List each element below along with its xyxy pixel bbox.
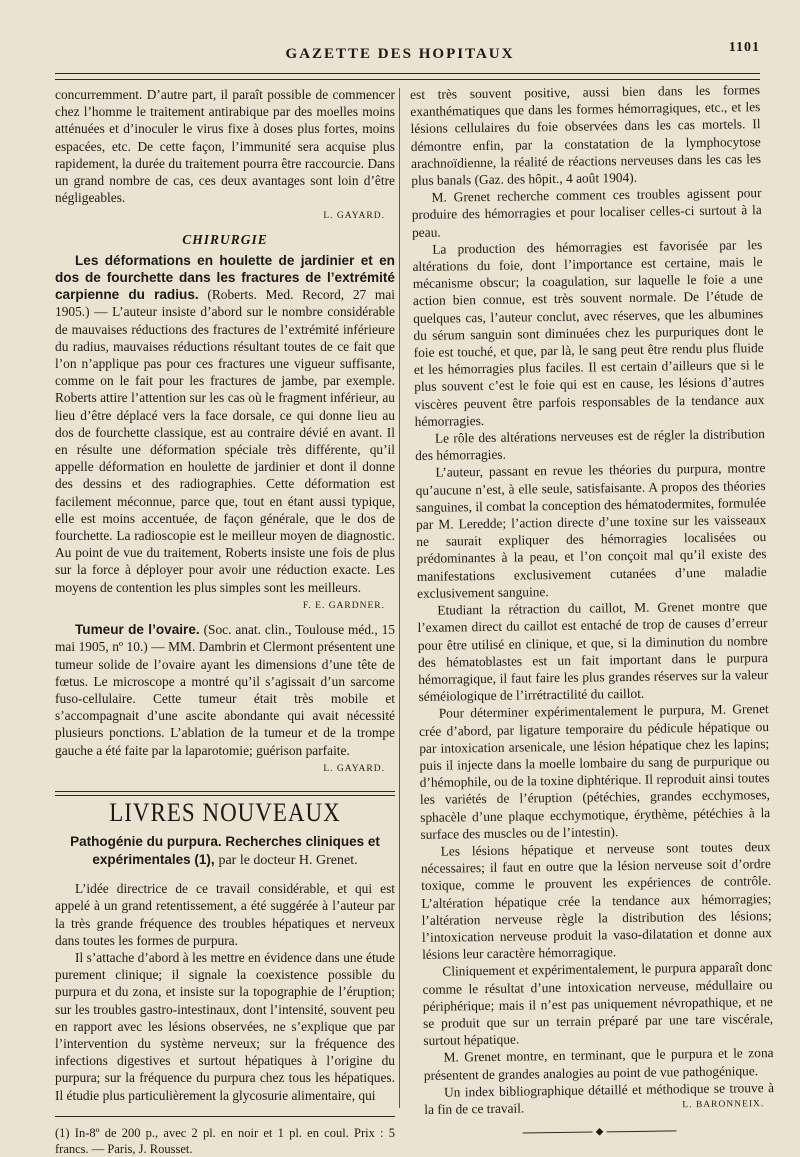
article-body: (Soc. anat. clin., Toulouse méd., 15 mai 1905, nº 10.) — MM. Dambrin et Clermont présentent une tumeur solide de l’ovaire ayant les dimensions d’une tête de fœtus. Le microscope a montré qu’il s’agissait d’un sarcome fuso-cellulaire. Cette tumeur était très mobile et s’accompagnait d’une ascite abondante qui avait nécessité plusieurs ponctions. L’ablation de la tumeur et de la trompe gauche a été faite par la laparotomie; guérison parfaite.: [55, 622, 396, 758]
page-header-title: GAZETTE DES HOPITAUX: [285, 46, 515, 62]
paragraph: est très souvent positive, aussi bien dans les formes exanthématiques que dans les formes hémorragiques, etc., et les lésions cellulaires du foie observées dans les cas mortels. Il démontre enfin, par la constatation de la lymphocytose arachnoïdienne, la réalité de réactions nerveuses dans les cas les plus banals (Gaz. des hôpit., 4 août 1904).: [410, 82, 762, 189]
footnote-rule: [55, 1116, 395, 1117]
header-rule-thin: [55, 79, 760, 80]
right-column: [410, 81, 775, 1142]
column-divider: [399, 88, 400, 1108]
paragraph-text: Un index bibliographique détaillé et méthodique se trouve à la fin de ce travail.: [424, 1079, 775, 1117]
paragraph: concurremment. D’autre part, il paraît possible de commencer chez l’homme le traitement antirabique par des moelles moins atténuées et d’inoculer le virus fixe à doses plus fortes, moins espacées, etc. De cette façon, l’immunité sera acquise plus rapidement, la durée du traitement pourra être raccourcie. Dans un grand nombre de cas, ces deux avantages sont loin d’être négligeables.: [55, 87, 395, 206]
paragraph: La production des hémorragies est favorisée par les altérations du foie, dont l’importance est certaine, mais le mécanisme obscur; la coagulation, sur laquelle le foie a une action bien connue, est très souvent normale. De l’étude de quelques cas, l’auteur conclut, avec réserves, que les albumines du sérum sanguin sont diminuées chez les purpuriques dont le foie est touché, et que, par là, le sang peut être rendu plus fluide et les hémorragies plus faciles. Il est certain d’ailleurs que si le plus souvent c’est le foie qui est en cause, les lésions d’autres viscères peuvent être parfois responsables de la tendance aux hémorragies.: [412, 236, 765, 429]
signature: L. GAYARD.: [323, 763, 385, 774]
paragraph: Il s’attache d’abord à les mettre en évidence dans une étude purement clinique; il signale la coexistence possible du purpura et du zona, et insiste sur la topographie de l’éruption; sur les troubles gastro-intestinaux, dont l’intensité, souvent peu en rapport avec les lésions observées, ne s’explique que par l’intervention du système nerveux; sur la fréquence des infections digestives et surtout hépatiques à l’origine du purpura; sur la fréquence du purpura chez tous les hépatiques. Il étudie plus particulièrement la glycosurie alimentaire, qui: [55, 949, 395, 1103]
section-heading: CHIRURGIE: [182, 231, 268, 247]
article-title: Tumeur de l’ovaire.: [75, 622, 200, 638]
book-byline: par le docteur H. Grenet.: [218, 853, 358, 869]
book-review-title: [55, 833, 395, 870]
paragraph: L’idée directrice de ce travail considérable, et qui est appelé à un grand retentissement, a été suggérée à l’auteur par la très grande fréquence des troubles hépatiques et nerveux dans toutes les formes de purpura.: [55, 881, 395, 948]
paragraph: Le rôle des altérations nerveuses est de régler la distribution des hémorragies.: [415, 426, 765, 464]
page-number: 1101: [728, 40, 760, 55]
final-paragraph: [424, 1079, 774, 1118]
book-title: Pathogénie du purpura. Recherches cliniques et expérimentales (1),: [70, 834, 380, 868]
header-rule: [55, 73, 760, 74]
section-heading-livres: LIVRES NOUVEAUX: [109, 798, 341, 827]
left-column: [55, 86, 395, 1157]
section-double-rule: [55, 791, 395, 796]
article-title: Les déformations en houlette de jardinier et en dos de fourchette dans les fractures de l’extrémité carpienne du radius.: [55, 252, 395, 303]
paragraph: Cliniquement et expérimentalement, le purpura apparaît donc comme le résultat d’une intoxication nerveuse, médullaire ou périphérique; mais il n’est pas uniquement névropathique, et ne se produit que sur un terrain préparé par une tare viscérale, surtout hépatique.: [422, 959, 774, 1049]
footnote: (1) In-8º de 200 p., avec 2 pl. en noir et 1 pl. en coul. Prix : 5 francs. — Paris, J. Rousset.: [55, 1125, 395, 1156]
signature: L. BARONNEIX.: [682, 1099, 765, 1111]
article-body: L’auteur insiste d’abord sur le nombre considérable de mauvaises réductions des fractures de l’extrémité inférieure du radius, mauvaises réductions résultant toutes de ce fait que l’on n’applique pas pour ces fractures une vigueur suffisante, comme on le fait pour les fractures de jambe, par exemple. Roberts attire l’attention sur les cas où le fragment inférieur, au lieu d’être déplacé vers la face dorsale, ce qui donne lieu au dos de fourchette classique, est au contraire dévié en avant. Il en résulte une déformation spéciale très différente, qu’il appelle déformation en houlette de jardinier et dont il donne des dessins et des radiographies. Cette déformation est facilement méconnue, parce que, tout en étant aussi typique, elle est moins accentuée, de façon générale, que le dos de fourchette. La radioscopie est le meilleur moyen de diagnostic. Au point de vue du traitement, Roberts insiste une fois de plus sur la force à déployer pour avoir une réduction exacte. Les moyens de contention les plus simples sont les meilleurs.: [55, 304, 396, 595]
article-roberts: [55, 252, 395, 596]
signature: L. GAYARD.: [323, 211, 385, 222]
article-ovaire: [55, 621, 395, 759]
end-ornament: ◆: [424, 1119, 774, 1142]
paragraph: Etudiant la rétraction du caillot, M. Grenet montre que l’examen direct du caillot est entaché de trop de causes d’erreur pour être utilisé en clinique, et que, si la diminution du nombre des hématoblastes est un fait important dans le purpura hémorragique, il faut faire les plus grandes réserves sur la valeur séméiologique de l’irrétractilité du caillot.: [417, 598, 769, 705]
paragraph: M. Grenet recherche comment ces troubles agissent pour produire des hémorragies et pour localiser celles-ci surtout à la peau.: [411, 185, 762, 240]
paragraph: Pour déterminer expérimentalement le purpura, M. Grenet crée d’abord, par ligature temporaire du pédicule hépatique ou par intoxication arsenicale, une lésion hépatique chez les lapins; puis il injecte dans la moelle lombaire du sang de purpurique ou d’hémophile, ou de la toxine diphtérique. Il reproduit ainsi toutes les variétés de l’éruption (pétéchies, grandes ecchymoses, sphacèle d’une plaque ecchymotique, érythème, pétéchies à la surface des muscles ou de l’intestin).: [418, 701, 771, 842]
paragraph: M. Grenet montre, en terminant, que le purpura et le zona présentent de grandes analogies au point de vue pathogénique.: [423, 1045, 774, 1083]
paragraph: Les lésions hépatique et nerveuse sont toutes deux nécessaires; il faut en outre que la lésion nerveuse soit d’ordre toxique, comme le prouvent les expériences de contrôle. L’altération hépatique crée la tendance aux hémorragies; l’altération nerveuse règle la distribution des lésions; l’intoxication nerveuse produit la vaso-dilatation et donne aux lésions leur caractère hémorragique.: [420, 838, 772, 963]
article-citation: (Roberts. Med. Record, 27 mai 1905.) —: [55, 287, 395, 320]
signature: F. E. GARDNER.: [302, 600, 385, 611]
paragraph: L’auteur, passant en revue les théories du purpura, montre qu’aucune n’est, à elle seule, satisfaisante. A propos des théories sanguines, il combat la conception des hématodermites, formulée par M. Leredde; l’action directe d’une toxine sur les vaisseaux ne saurait expliquer des hémorragies localisées ou prédominantes à la peau, et l’on conçoit mal qu’il existe des manifestations exclusivement cutanées d’une maladie exclusivement sanguine.: [415, 460, 767, 601]
